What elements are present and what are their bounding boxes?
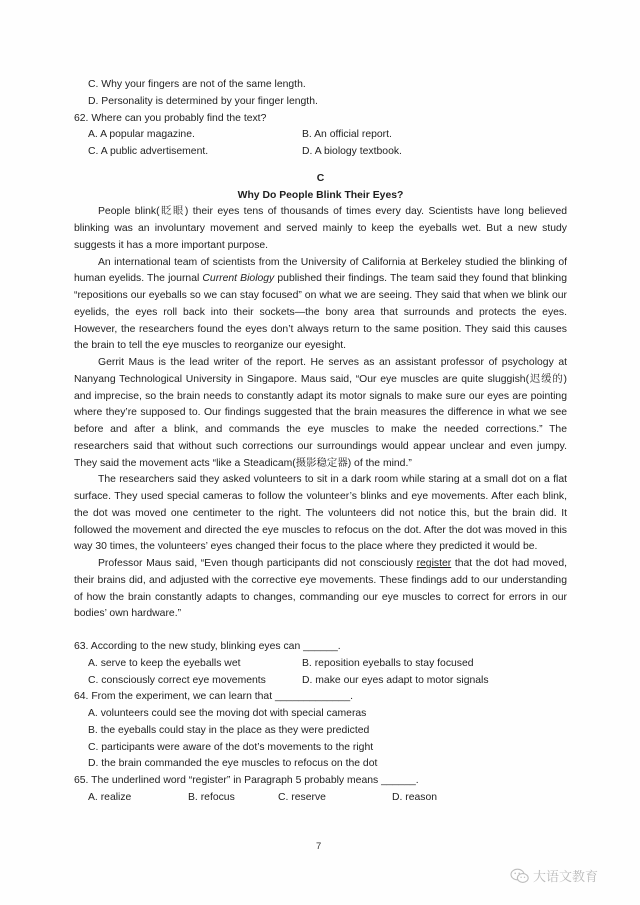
page-content bbox=[74, 77, 567, 807]
q65-option-b: B. refocus bbox=[188, 791, 235, 803]
question-63-stem: 63. According to the new study, blinking eyes can ______. bbox=[74, 641, 341, 652]
question-62-stem: 62. Where can you probably find the text? bbox=[74, 112, 267, 124]
wechat-icon bbox=[510, 868, 530, 884]
q62-option-c: C. A public advertisement. bbox=[88, 146, 209, 157]
q62-option-d: D. A biology textbook. bbox=[302, 146, 402, 157]
prev-option-c: C. Why your fingers are not of the same length. bbox=[88, 79, 306, 90]
watermark bbox=[510, 866, 598, 885]
paragraph-3: Gerrit Maus is the lead writer of the report. He serves as an assistant professor of psychology at Nanyang Technological University in Singapore. Maus said, “Our eye muscles are quite sluggish(迟缓的) and imprecise, so the brain needs to constantly adapt its motor signals to make sure our eyes are pointing where they’re supposed to. Our findings suggested that the brain measures the difference in what we see before and after a blink, and commands the eye muscles to make the needed corrections.” The researchers said that without such corrections our surroundings would appear unclear and even jumpy. They said the movement acts “like a Steadicam(摄影稳定器) of the mind.” bbox=[74, 357, 567, 469]
q65-option-c: C. reserve bbox=[278, 791, 326, 803]
q64-option-b: B. the eyeballs could stay in the place as they were predicted bbox=[88, 724, 370, 736]
question-63-options-row-2 bbox=[74, 673, 567, 690]
paragraph-4: The researchers said they asked volunteers to sit in a dark room while staring at a small dot on a flat surface. They used special cameras to follow the volunteer’s blinks and eye movements. After each blink, the dot was moved one centimeter to the right. The volunteers did not notice this, but the brain did. It followed the movement and directed the eye muscles to refocus on the dot. After the dot was moved in this way 30 times, the volunteers’ eyes changed their focus to the place where they predicted it would be. bbox=[74, 474, 567, 553]
q62-option-b: B. An official report. bbox=[302, 129, 392, 141]
paragraph-2 bbox=[74, 255, 567, 356]
question-63-options-row-1 bbox=[74, 656, 567, 673]
question-62-options-row-2 bbox=[74, 144, 567, 161]
q63-option-c: C. consciously correct eye movements bbox=[88, 674, 266, 686]
q64-option-d: D. the brain commanded the eye muscles to refocus on the dot bbox=[88, 758, 378, 770]
q64-option-c: C. participants were aware of the dot’s movements to the right bbox=[88, 741, 374, 753]
question-64-stem: 64. From the experiment, we can learn that _____________. bbox=[74, 691, 353, 703]
paragraph-2-text-a: An international team of scientists from the University of California at Berkeley studied the blinking of human eyelids. The journal bbox=[74, 256, 567, 285]
q64-option-a: A. volunteers could see the moving dot with special cameras bbox=[88, 708, 367, 719]
paragraph-2-text-b: published their findings. The team said they found that blinking “repositions our eyeballs so we can stay focused” on what we are seeing. They said that when we blink our eyelids, the eyes roll back into their sockets—the bony area that surrounds and protects the eyes. However, the researchers found the eyes don’t always return to the same position. They said this causes the brain to tell the eye muscles to reorganize our eyesight. bbox=[74, 273, 567, 352]
underlined-word: register bbox=[416, 558, 452, 569]
section-letter: C bbox=[316, 172, 325, 184]
spacer bbox=[74, 623, 567, 639]
q65-option-d: D. reason bbox=[392, 791, 438, 803]
q65-option-a: A. realize bbox=[88, 791, 132, 803]
q63-option-a: A. serve to keep the eyeballs wet bbox=[88, 657, 241, 669]
prev-option-d: D. Personality is determined by your finger length. bbox=[88, 95, 318, 107]
paragraph-5-text-b: that the dot had moved, their brains did, and adjusted with the corrective eye movements. These findings add to our understanding of how the brain constantly adapts to changes, commanding our eye muscles to correct for errors in our bodies’ own hardware.” bbox=[74, 558, 567, 620]
paragraph-1: People blink(眨眼) their eyes tens of thousands of times every day. Scientists have long believed blinking was an involuntary movement and served mainly to keep the eyeballs wet. But a new study suggests it has a more important purpose. bbox=[74, 206, 567, 251]
page-number: 7 bbox=[316, 841, 322, 852]
watermark-text: 大语文教育 bbox=[533, 869, 599, 884]
q63-option-d: D. make our eyes adapt to motor signals bbox=[302, 674, 489, 686]
passage-title: Why Do People Blink Their Eyes? bbox=[237, 189, 404, 201]
journal-name: Current Biology bbox=[202, 273, 275, 285]
paragraph-5 bbox=[74, 556, 567, 623]
question-65-stem: 65. The underlined word “register” in Paragraph 5 probably means ______. bbox=[74, 775, 419, 786]
paragraph-5-text-a: Professor Maus said, “Even though participants did not consciously bbox=[98, 558, 417, 569]
q62-option-a: A. A popular magazine. bbox=[88, 129, 195, 141]
q63-option-b: B. reposition eyeballs to stay focused bbox=[302, 657, 474, 669]
question-62-options-row-1 bbox=[74, 127, 567, 144]
question-65-options bbox=[74, 790, 567, 807]
